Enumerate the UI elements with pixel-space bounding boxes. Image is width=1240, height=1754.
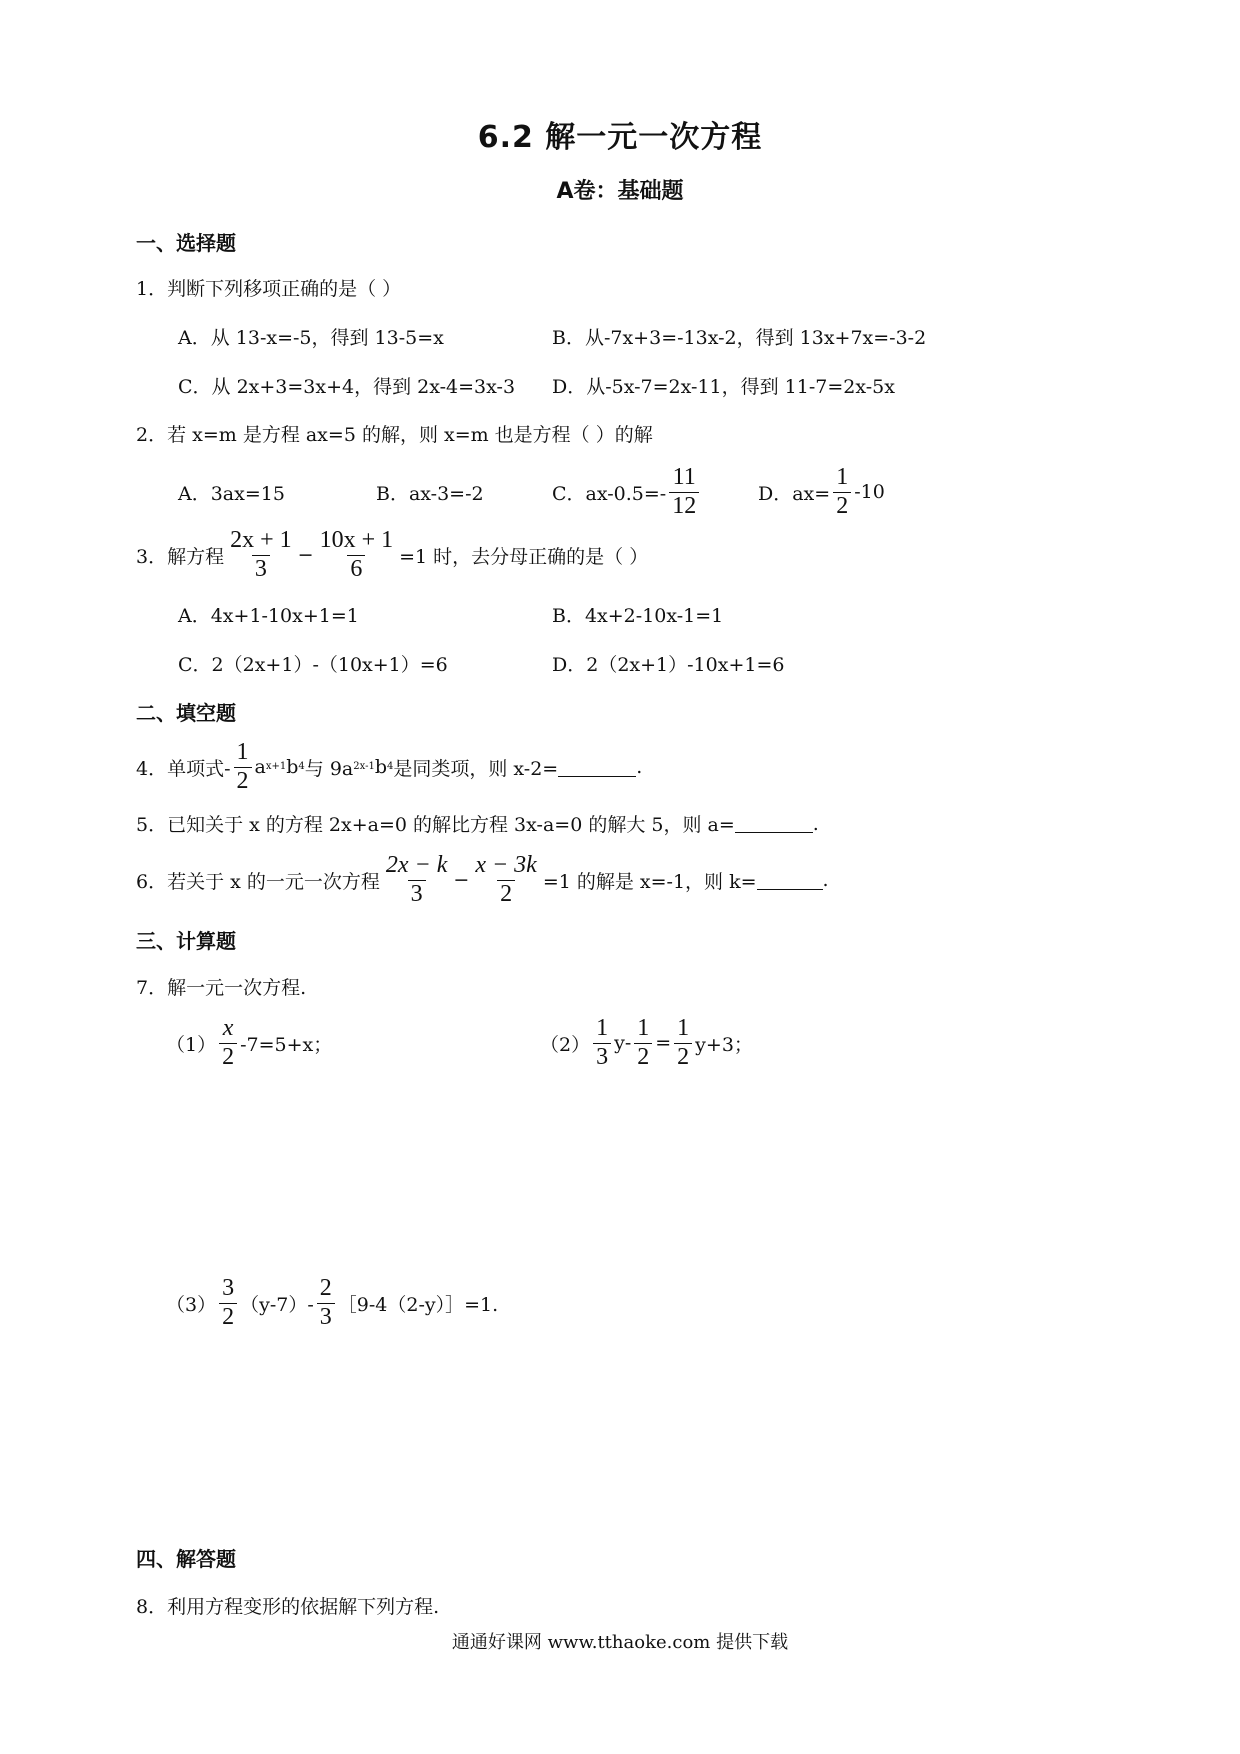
page-subtitle: A卷：基础题 <box>556 179 684 204</box>
fraction-numerator <box>383 852 451 880</box>
question-2-option-d <box>758 464 885 520</box>
fraction-1-2 <box>833 464 851 520</box>
part-1-tail: -7=5+x； <box>240 1033 333 1056</box>
fraction-10x-plus-1-over-6 <box>317 527 397 583</box>
fraction-numerator <box>220 1015 237 1043</box>
question-1-option-c: C．从 2x+3=3x+4，得到 2x-4=3x-3 <box>178 376 516 398</box>
question-4-middle: 与 9a <box>304 757 354 780</box>
question-3-suffix: =1 时，去分母正确的是（ ） <box>399 545 649 568</box>
part-label: （1） <box>166 1033 217 1056</box>
fraction-denominator: 2 <box>497 880 515 909</box>
fraction-denominator: 2 <box>833 492 851 521</box>
variable-b: b <box>286 756 299 778</box>
page-footer: 通通好课网 www.tthaoke.com 提供下载 <box>451 1632 789 1653</box>
question-7-part-3 <box>166 1272 498 1334</box>
part-3-middle: （y-7）- <box>240 1293 314 1316</box>
period: . <box>636 756 643 778</box>
answer-blank <box>757 871 823 890</box>
equals-sign: = <box>655 1032 672 1054</box>
question-5 <box>136 810 819 837</box>
question-2-option-c <box>552 464 702 520</box>
question-4-suffix: 是同类项，则 x-2= <box>393 757 559 780</box>
numerator-expression: 2x − k <box>385 851 448 878</box>
fraction-denominator: 2 <box>219 1043 237 1072</box>
question-1-option-d: D．从-5x-7=2x-11，得到 11-7=2x-5x <box>552 376 895 398</box>
section-heading-calc: 三、计算题 <box>136 929 236 953</box>
part-2-y: y- <box>614 1032 632 1054</box>
fraction-denominator: 3 <box>408 880 426 909</box>
fraction-numerator: 1 <box>637 1014 650 1041</box>
answer-blank <box>558 758 636 777</box>
option-d-text: D．ax= <box>758 482 831 505</box>
fraction-numerator: 3 <box>222 1274 235 1301</box>
answer-blank <box>735 814 813 833</box>
fraction-2-3 <box>317 1275 335 1331</box>
period: . <box>822 869 829 891</box>
fraction-numerator: 1 <box>236 738 249 765</box>
question-1-stem: 1．判断下列移项正确的是（ ） <box>136 278 402 300</box>
question-1-option-a: A．从 13-x=-5，得到 13-5=x <box>178 327 444 349</box>
question-6 <box>136 848 829 912</box>
section-heading-choice: 一、选择题 <box>136 231 236 255</box>
fraction-denominator: 2 <box>219 1303 237 1332</box>
fraction-denominator: 12 <box>669 492 699 521</box>
section-heading-solve: 四、解答题 <box>136 1547 236 1571</box>
fraction-2x-minus-k-over-3 <box>383 852 451 908</box>
section-heading-fill: 二、填空题 <box>136 701 236 725</box>
numerator-variable: x <box>222 1014 234 1041</box>
fraction-numerator: 1 <box>596 1014 609 1041</box>
question-3-option-d: D．2（2x+1）-10x+1=6 <box>552 654 785 676</box>
period: . <box>812 812 819 835</box>
fraction-x-minus-3k-over-2 <box>472 852 540 908</box>
question-3-option-c: C．2（2x+1）-（10x+1）=6 <box>178 654 448 676</box>
question-3-option-a: A．4x+1-10x+1=1 <box>178 605 359 627</box>
part-3-tail: ［9-4（2-y）］=1. <box>337 1293 499 1316</box>
question-3-option-b: B．4x+2-10x-1=1 <box>552 605 724 627</box>
question-5-text: 5．已知关于 x 的方程 2x+a=0 的解比方程 3x-a=0 的解大 5，则 a= <box>136 814 735 836</box>
question-2-stem: 2．若 x=m 是方程 ax=5 的解，则 x=m 也是方程（ ）的解 <box>136 424 653 446</box>
fraction-numerator: 1 <box>836 463 849 490</box>
question-2-option-b: B．ax-3=-2 <box>376 482 484 505</box>
fraction-1-3 <box>593 1015 611 1071</box>
variable-b: b <box>374 756 387 778</box>
question-4: 4．单项式- $\frac{1}{2}$ a x+1 b 4 与 9a 2x-1 b 4 是同类项，则 x-2= . <box>136 738 643 794</box>
fraction-2x-plus-1-over-3 <box>227 527 295 583</box>
minus-sign: − <box>297 544 314 566</box>
fraction-1-2 <box>234 739 252 795</box>
numerator-expression: x − 3k <box>475 851 537 878</box>
option-d-tail: -10 <box>854 481 885 503</box>
question-7-stem: 7．解一元一次方程. <box>136 977 307 999</box>
fraction-denominator: 6 <box>347 555 365 584</box>
question-1-option-b: B．从-7x+3=-13x-2，得到 13x+7x=-3-2 <box>552 327 927 349</box>
question-7-part-2 <box>540 1012 753 1074</box>
fraction-denominator: 2 <box>234 767 252 796</box>
part-label: （3） <box>166 1293 217 1316</box>
fraction-denominator: 2 <box>674 1043 692 1072</box>
fraction-x-over-2 <box>219 1015 237 1071</box>
question-4-prefix: 4．单项式- <box>136 757 231 780</box>
question-6-prefix: 6．若关于 x 的一元一次方程 <box>136 870 380 893</box>
fraction-numerator: 1 <box>677 1014 690 1041</box>
fraction-3-2 <box>219 1275 237 1331</box>
fraction-1-2 <box>634 1015 652 1071</box>
fraction-denominator: 3 <box>593 1043 611 1072</box>
fraction-denominator: 3 <box>252 555 270 584</box>
fraction-denominator: 2 <box>634 1043 652 1072</box>
part-label: （2） <box>540 1033 591 1056</box>
fraction-denominator: 3 <box>317 1303 335 1332</box>
fraction-11-12 <box>669 464 699 520</box>
question-2-option-a: A．3ax=15 <box>178 482 285 505</box>
fraction-numerator: 2x + 1 <box>230 526 292 553</box>
part-2-tail: y+3； <box>695 1033 753 1056</box>
fraction-numerator: 11 <box>672 463 696 490</box>
option-c-text: C．ax-0.5=- <box>552 482 667 505</box>
fraction-numerator <box>472 852 540 880</box>
page-title: 6.2 解一元一次方程 <box>477 120 763 155</box>
variable-a: a <box>254 756 266 778</box>
question-7-part-1 <box>166 1012 332 1074</box>
question-6-suffix: =1 的解是 x=-1，则 k= <box>542 870 757 893</box>
fraction-numerator: 10x + 1 <box>319 526 394 553</box>
minus-sign: − <box>453 869 470 891</box>
question-3-stem <box>136 525 648 585</box>
question-3-prefix: 3．解方程 <box>136 545 225 568</box>
fraction-numerator: 2 <box>319 1274 332 1301</box>
fraction-1-2 <box>674 1015 692 1071</box>
question-8-stem: 8．利用方程变形的依据解下列方程. <box>136 1596 440 1618</box>
